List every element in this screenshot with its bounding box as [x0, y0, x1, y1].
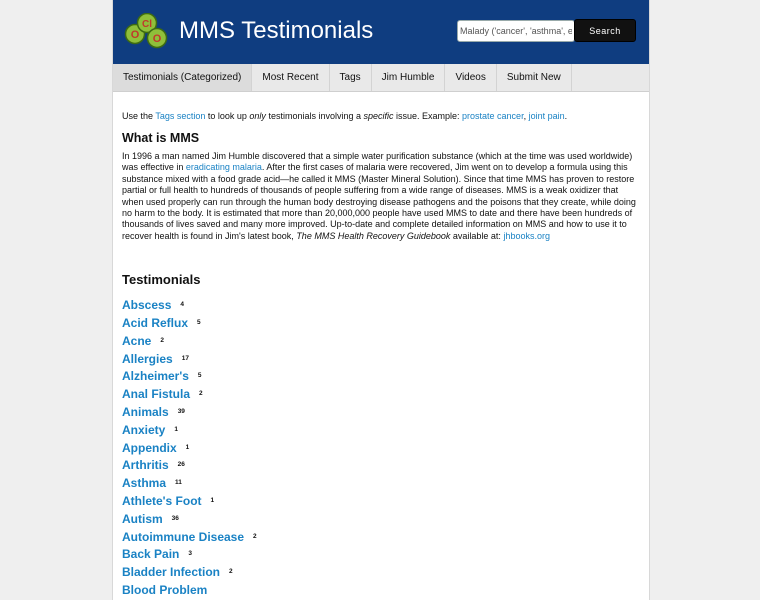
category-link[interactable]: Arthritis: [122, 458, 169, 473]
book-title: The MMS Health Recovery Guidebook: [296, 230, 451, 241]
intro-only: only: [249, 111, 266, 121]
nav-videos[interactable]: Videos: [445, 64, 496, 91]
page: [112, 0, 650, 600]
category-link[interactable]: Allergies: [122, 351, 173, 366]
list-item: [122, 368, 640, 386]
eradicating-malaria-link[interactable]: eradicating malaria: [185, 162, 262, 173]
category-count: 17: [181, 354, 189, 362]
category-link[interactable]: Anxiety: [122, 422, 166, 437]
main-nav: [113, 64, 649, 92]
category-count: 4: [180, 301, 184, 309]
category-count: 5: [197, 319, 201, 327]
nav-most-recent[interactable]: Most Recent: [252, 64, 329, 91]
intro-text-4: issue. Example:: [393, 111, 463, 121]
search-button[interactable]: Search: [574, 19, 636, 42]
search-input[interactable]: [457, 20, 575, 42]
joint-pain-link[interactable]: joint pain: [528, 111, 565, 121]
category-count: 3: [188, 550, 192, 558]
intro-text: [122, 110, 640, 123]
svg-text:O: O: [130, 29, 140, 41]
category-count: 26: [177, 461, 185, 469]
svg-text:O: O: [152, 33, 162, 45]
category-link[interactable]: Abscess: [122, 298, 172, 313]
category-count: 5: [197, 372, 202, 380]
category-link[interactable]: Alzheimer's: [122, 369, 189, 384]
jhbooks-link[interactable]: jhbooks.org: [503, 230, 550, 241]
svg-text:Cl: Cl: [142, 19, 152, 30]
list-item: [122, 386, 640, 404]
list-item: [122, 297, 640, 315]
nav-submit-new[interactable]: Submit New: [497, 64, 572, 91]
category-link[interactable]: Autoimmune Disease: [122, 529, 245, 544]
nav-tags[interactable]: Tags: [330, 64, 372, 91]
category-link[interactable]: Bladder Infection: [122, 565, 221, 580]
list-item: [122, 440, 640, 458]
testimonials-heading: Testimonials: [122, 272, 201, 288]
list-item: [122, 422, 640, 440]
category-count: 1: [185, 443, 190, 451]
category-link[interactable]: Asthma: [122, 476, 167, 491]
intro-text-3: testimonials involving a: [265, 111, 364, 121]
list-item: [122, 546, 640, 564]
what-is-mms-heading: What is MMS: [122, 131, 200, 145]
category-link[interactable]: Blood Problem: [122, 583, 208, 597]
prostate-cancer-link[interactable]: prostate cancer: [462, 111, 524, 121]
category-count: 2: [253, 532, 257, 540]
list-item: [122, 582, 640, 600]
category-count: 1: [174, 425, 178, 433]
tags-section-link[interactable]: Tags section: [155, 111, 206, 121]
mms-body-2: . After the first cases of malaria were recovered, Jim went on to develop a formula using this substance mixed with a food grade acid—he called it MMS (Master Mineral Solution). Since that time MMS has proven to restore partial or full health to hundreds of thousands of people suffering from a wide range of diseases. MMS is a weak oxidizer that when used properly can run through the human body destroying disease pathogens and the poisons that they create, while doing no harm to the body. It is estimated that more than 20,000,000 people have used MMS to date and there have been hundreds of thousands of lives saved and many more improved. Up-to-date and complete detailed information on MMS and how to use it to recover health is found in Jim's latest book,: [122, 162, 636, 241]
logo-icon[interactable]: [123, 13, 171, 53]
category-link[interactable]: Acne: [122, 333, 152, 348]
list-item: [122, 529, 640, 547]
category-link[interactable]: Acid Reflux: [122, 316, 189, 331]
category-count: 36: [171, 514, 179, 522]
intro-text-2: to look up: [205, 111, 250, 121]
category-count: 2: [229, 568, 233, 576]
category-link[interactable]: Appendix: [122, 440, 177, 455]
category-count: 11: [175, 479, 182, 487]
nav-jim-humble[interactable]: Jim Humble: [372, 64, 446, 91]
testimonial-category-list: [122, 297, 640, 600]
list-item: [122, 351, 640, 369]
list-item: [122, 493, 640, 511]
category-count: 2: [199, 390, 203, 398]
category-link[interactable]: Back Pain: [122, 547, 180, 562]
nav-testimonials-categorized[interactable]: Testimonials (Categorized): [113, 64, 252, 91]
list-item: [122, 457, 640, 475]
intro-text-1: Use the: [122, 111, 156, 121]
category-count: 39: [177, 408, 185, 416]
category-count: 1: [210, 497, 215, 505]
category-link[interactable]: Animals: [122, 405, 169, 420]
intro-period: .: [564, 111, 568, 121]
list-item: [122, 315, 640, 333]
list-item: [122, 511, 640, 529]
category-link[interactable]: Athlete's Foot: [122, 494, 202, 509]
site-title[interactable]: MMS Testimonials: [179, 17, 374, 44]
intro-comma: ,: [523, 111, 529, 121]
list-item: [122, 333, 640, 351]
list-item: [122, 404, 640, 422]
list-item: [122, 564, 640, 582]
mms-body-1: In 1996 a man named Jim Humble discovered that a simple water purification substance (which at the time was used worldwide) was effective in: [122, 151, 633, 173]
main-content: [113, 92, 649, 600]
what-is-mms-body: [122, 151, 640, 242]
list-item: [122, 475, 640, 493]
intro-specific: specific: [363, 111, 394, 121]
site-header: [113, 0, 649, 64]
category-link[interactable]: Autism: [122, 511, 163, 526]
mms-body-3: available at:: [450, 230, 504, 241]
category-count: 2: [160, 336, 164, 344]
category-link[interactable]: Anal Fistula: [122, 387, 191, 402]
